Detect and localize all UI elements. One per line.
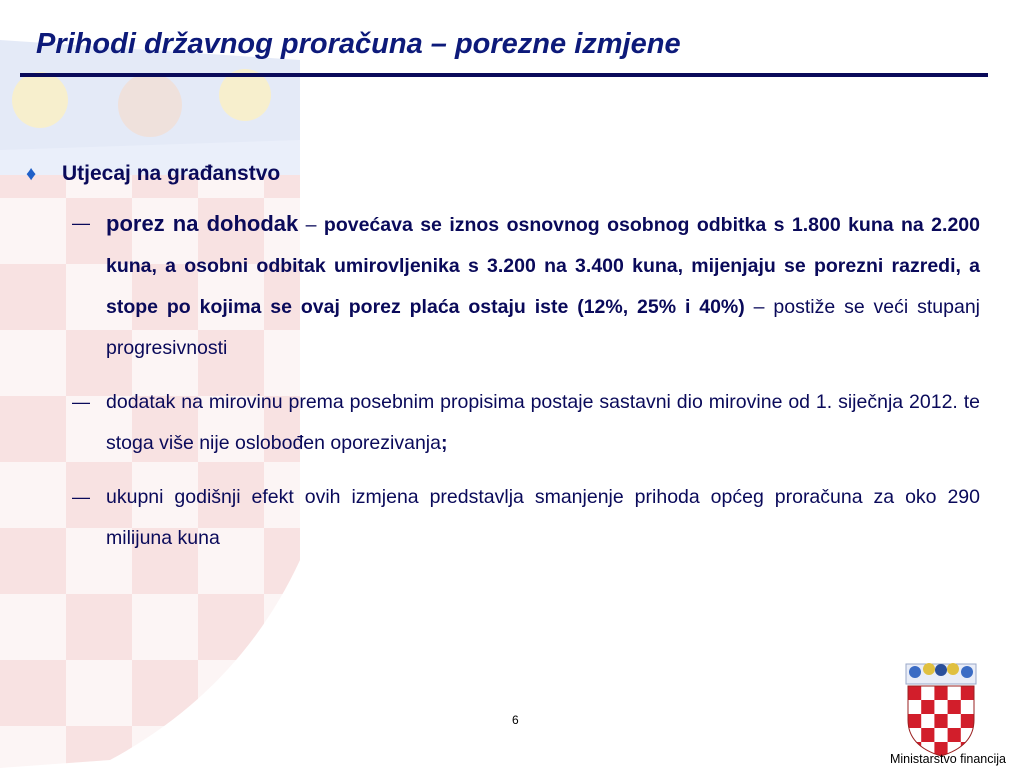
item-suffix: ; — [440, 432, 448, 454]
dash-icon: — — [72, 487, 90, 507]
title-divider — [20, 73, 988, 77]
item-rest-text: – postiže se veći stupanj progresivnosti — [106, 296, 981, 359]
item-body: ukupni godišnji efekt ovih izmjena predstavlja smanjenje prihoda općeg proračuna za oko 290 milijuna kuna — [106, 486, 980, 549]
dash-icon: — — [72, 213, 90, 233]
footer-ministry: Ministarstvo financija — [889, 752, 1006, 766]
coat-of-arms-logo — [900, 658, 982, 758]
item-body: dodatak na mirovinu prema posebnim propisima postaje sastavni dio mirovine od 1. siječnja 2012. te stoga više nije oslobođen oporezivanja — [106, 391, 980, 454]
dash-icon: — — [72, 392, 90, 412]
item-bold-text: povećava se iznos osnovnog osobnog odbitka s 1.800 kuna na 2.200 kuna, a osobni odbitak umirovljenika s 3.200 na 3.400 kuna, mijenjaju se porezni razredi, a stope po kojima se ovaj porez plaća ostaju iste (12%, 25% i 40%) — [106, 214, 980, 318]
item-text — [106, 477, 980, 559]
section-heading-row — [26, 162, 280, 186]
item-dash: – — [298, 214, 324, 236]
section-heading: Utjecaj na građanstvo — [62, 162, 281, 185]
item-text — [106, 382, 980, 464]
page-title: Prihodi državnog proračuna – porezne izmjene — [36, 28, 681, 60]
item-text — [106, 203, 980, 369]
bullet-list — [72, 203, 980, 572]
page-number: 6 — [512, 713, 519, 727]
list-item — [72, 203, 980, 369]
item-lead: porez na dohodak — [106, 211, 299, 236]
list-item — [72, 477, 980, 559]
diamond-icon: ♦ — [26, 162, 37, 185]
list-item — [72, 382, 980, 464]
